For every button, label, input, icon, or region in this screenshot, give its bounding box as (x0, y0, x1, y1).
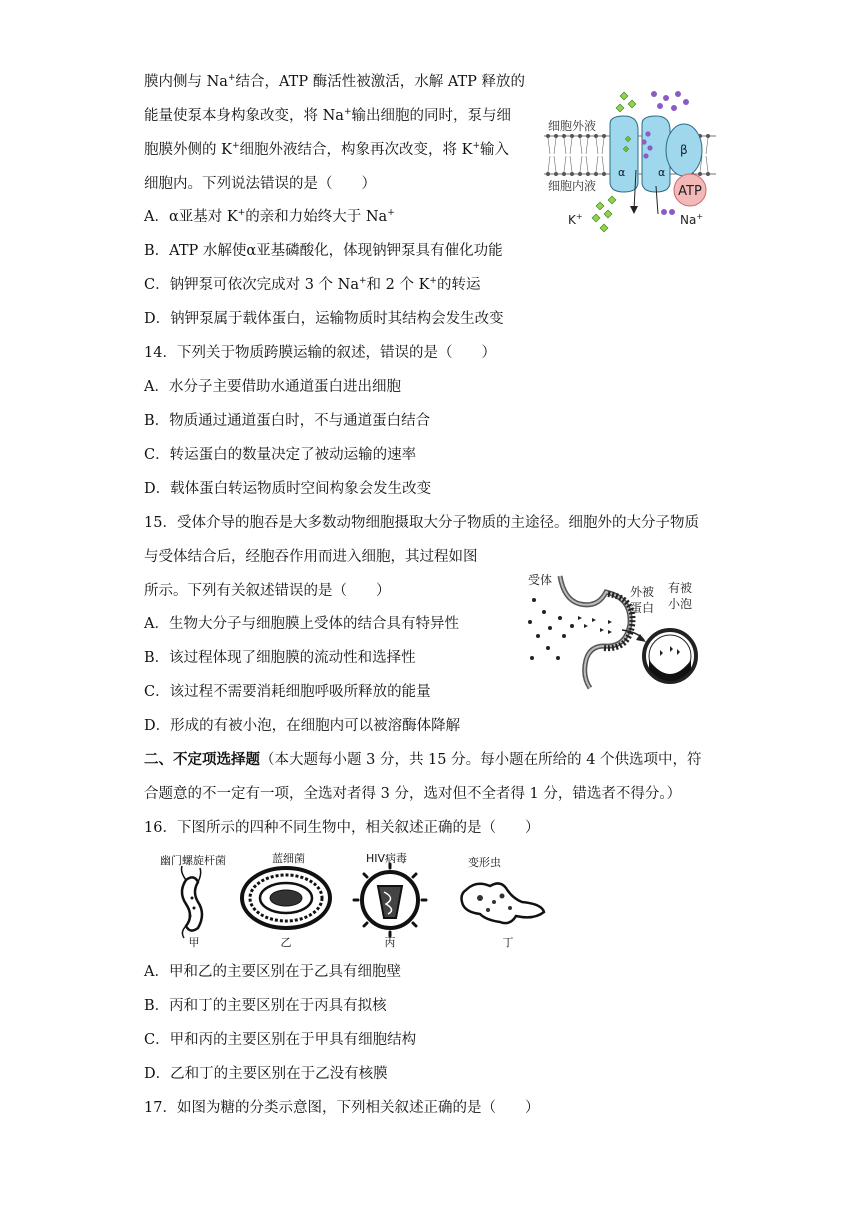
organism-name-yi: 蓝细菌 (272, 852, 305, 865)
q13-stem-line-3: 胞膜外侧的 K+细胞外液结合，构象再次改变，将 K+输入 (144, 141, 509, 158)
k-ion-label: K+ (568, 212, 583, 227)
q14-option-a: A．水分子主要借助水通道蛋白进出细胞 (144, 379, 401, 395)
q15-option-a: A．生物大分子与细胞膜上受体的结合具有特异性 (144, 616, 459, 632)
alpha-label-left: α (618, 166, 626, 179)
q13-stem-line-2: 能量使泵本身构象改变，将 Na+输出细胞的同时，泵与细 (144, 107, 511, 124)
hiv-drawing (354, 864, 426, 936)
q16-option-b: B．丙和丁的主要区别在于丙具有拟核 (144, 998, 387, 1014)
q16-option-d: D．乙和丁的主要区别在于乙没有核膜 (144, 1066, 388, 1082)
receptor-label: 受体 (528, 573, 553, 587)
organism-name-jia: 幽门螺旋杆菌 (160, 854, 226, 867)
q15-option-d: D．形成的有被小泡，在细胞内可以被溶酶体降解 (144, 718, 461, 734)
q14-option-b: B．物质通过通道蛋白时，不与通道蛋白结合 (144, 413, 431, 429)
vesicle-label-1: 有被 (668, 581, 693, 595)
four-organisms-figure (150, 850, 560, 950)
organism-tag-yi: 乙 (280, 936, 292, 949)
q15-option-b: B．该过程体现了细胞膜的流动性和选择性 (144, 650, 416, 666)
q13-option-a: A．α亚基对 K+的亲和力始终大于 Na+ (144, 208, 395, 225)
q14-option-c: C．转运蛋白的数量决定了被动运输的速率 (144, 447, 417, 463)
organism-tag-ding: 丁 (502, 936, 514, 949)
q13-stem-line-4: 细胞内。下列说法错误的是（ ） (144, 176, 376, 192)
beta-label: β (680, 143, 688, 157)
q17-stem: 17．如图为糖的分类示意图，下列相关叙述正确的是（ ） (144, 1100, 540, 1116)
coat-protein-label-2: 蛋白 (630, 601, 655, 615)
alpha-label-right: α (658, 166, 666, 179)
q14-stem: 14．下列关于物质跨膜运输的叙述，错误的是（ ） (144, 345, 496, 361)
section2-desc-line-2: 合题意的不一定有一项，全选对者得 3 分，选对但不全者得 1 分，错选者不得分。） (144, 786, 682, 802)
na-ion-label: Na+ (680, 212, 704, 227)
organism-name-bing: HIV病毒 (366, 852, 408, 865)
vesicle-label-2: 小泡 (668, 597, 693, 611)
section2-title: 二、不定项选择题 (144, 751, 260, 768)
sodium-potassium-pump-figure (540, 86, 720, 246)
outside-fluid-label: 细胞外液 (548, 119, 597, 133)
section2-desc: （本大题每小题 3 分，共 15 分。每小题在所给的 4 个供选项中，符 (260, 752, 702, 768)
amoeba-drawing (462, 883, 545, 923)
q13-option-c: C．钠钾泵可依次完成对 3 个 Na+和 2 个 K+的转运 (144, 276, 481, 293)
q13-option-d: D．钠钾泵属于载体蛋白，运输物质时其结构会发生改变 (144, 311, 504, 327)
endocytosis-figure (520, 570, 710, 692)
q15-stem-line-3: 所示。下列有关叙述错误的是（ ） (144, 583, 391, 599)
q13-stem-line-1: 膜内侧与 Na+结合，ATP 酶活性被激活，水解 ATP 释放的 (144, 73, 526, 90)
q16-stem: 16．下图所示的四种不同生物中，相关叙述正确的是（ ） (144, 820, 540, 836)
organism-tag-jia: 甲 (188, 936, 200, 949)
q15-stem-line-1: 15．受体介导的胞吞是大多数动物细胞摄取大分子物质的主途径。细胞外的大分子物质 (144, 515, 699, 531)
q16-option-c: C．甲和丙的主要区别在于甲具有细胞结构 (144, 1032, 417, 1048)
q13-option-b: B．ATP 水解使α亚基磷酸化，体现钠钾泵具有催化功能 (144, 243, 503, 259)
section2-heading (144, 750, 702, 770)
q14-option-d: D．载体蛋白转运物质时空间构象会发生改变 (144, 481, 432, 497)
helicobacter-drawing (182, 866, 203, 938)
cyanobacteria-drawing (242, 868, 330, 928)
inside-fluid-label: 细胞内液 (548, 179, 597, 193)
atp-label: ATP (678, 184, 702, 199)
organism-name-ding: 变形虫 (468, 856, 501, 869)
q15-stem-line-2: 与受体结合后，经胞吞作用而进入细胞，其过程如图 (144, 549, 478, 565)
q16-option-a: A．甲和乙的主要区别在于乙具有细胞壁 (144, 964, 401, 980)
q15-option-c: C．该过程不需要消耗细胞呼吸所释放的能量 (144, 684, 431, 700)
coat-protein-label-1: 外被 (630, 585, 655, 599)
organism-tag-bing: 丙 (384, 936, 396, 949)
